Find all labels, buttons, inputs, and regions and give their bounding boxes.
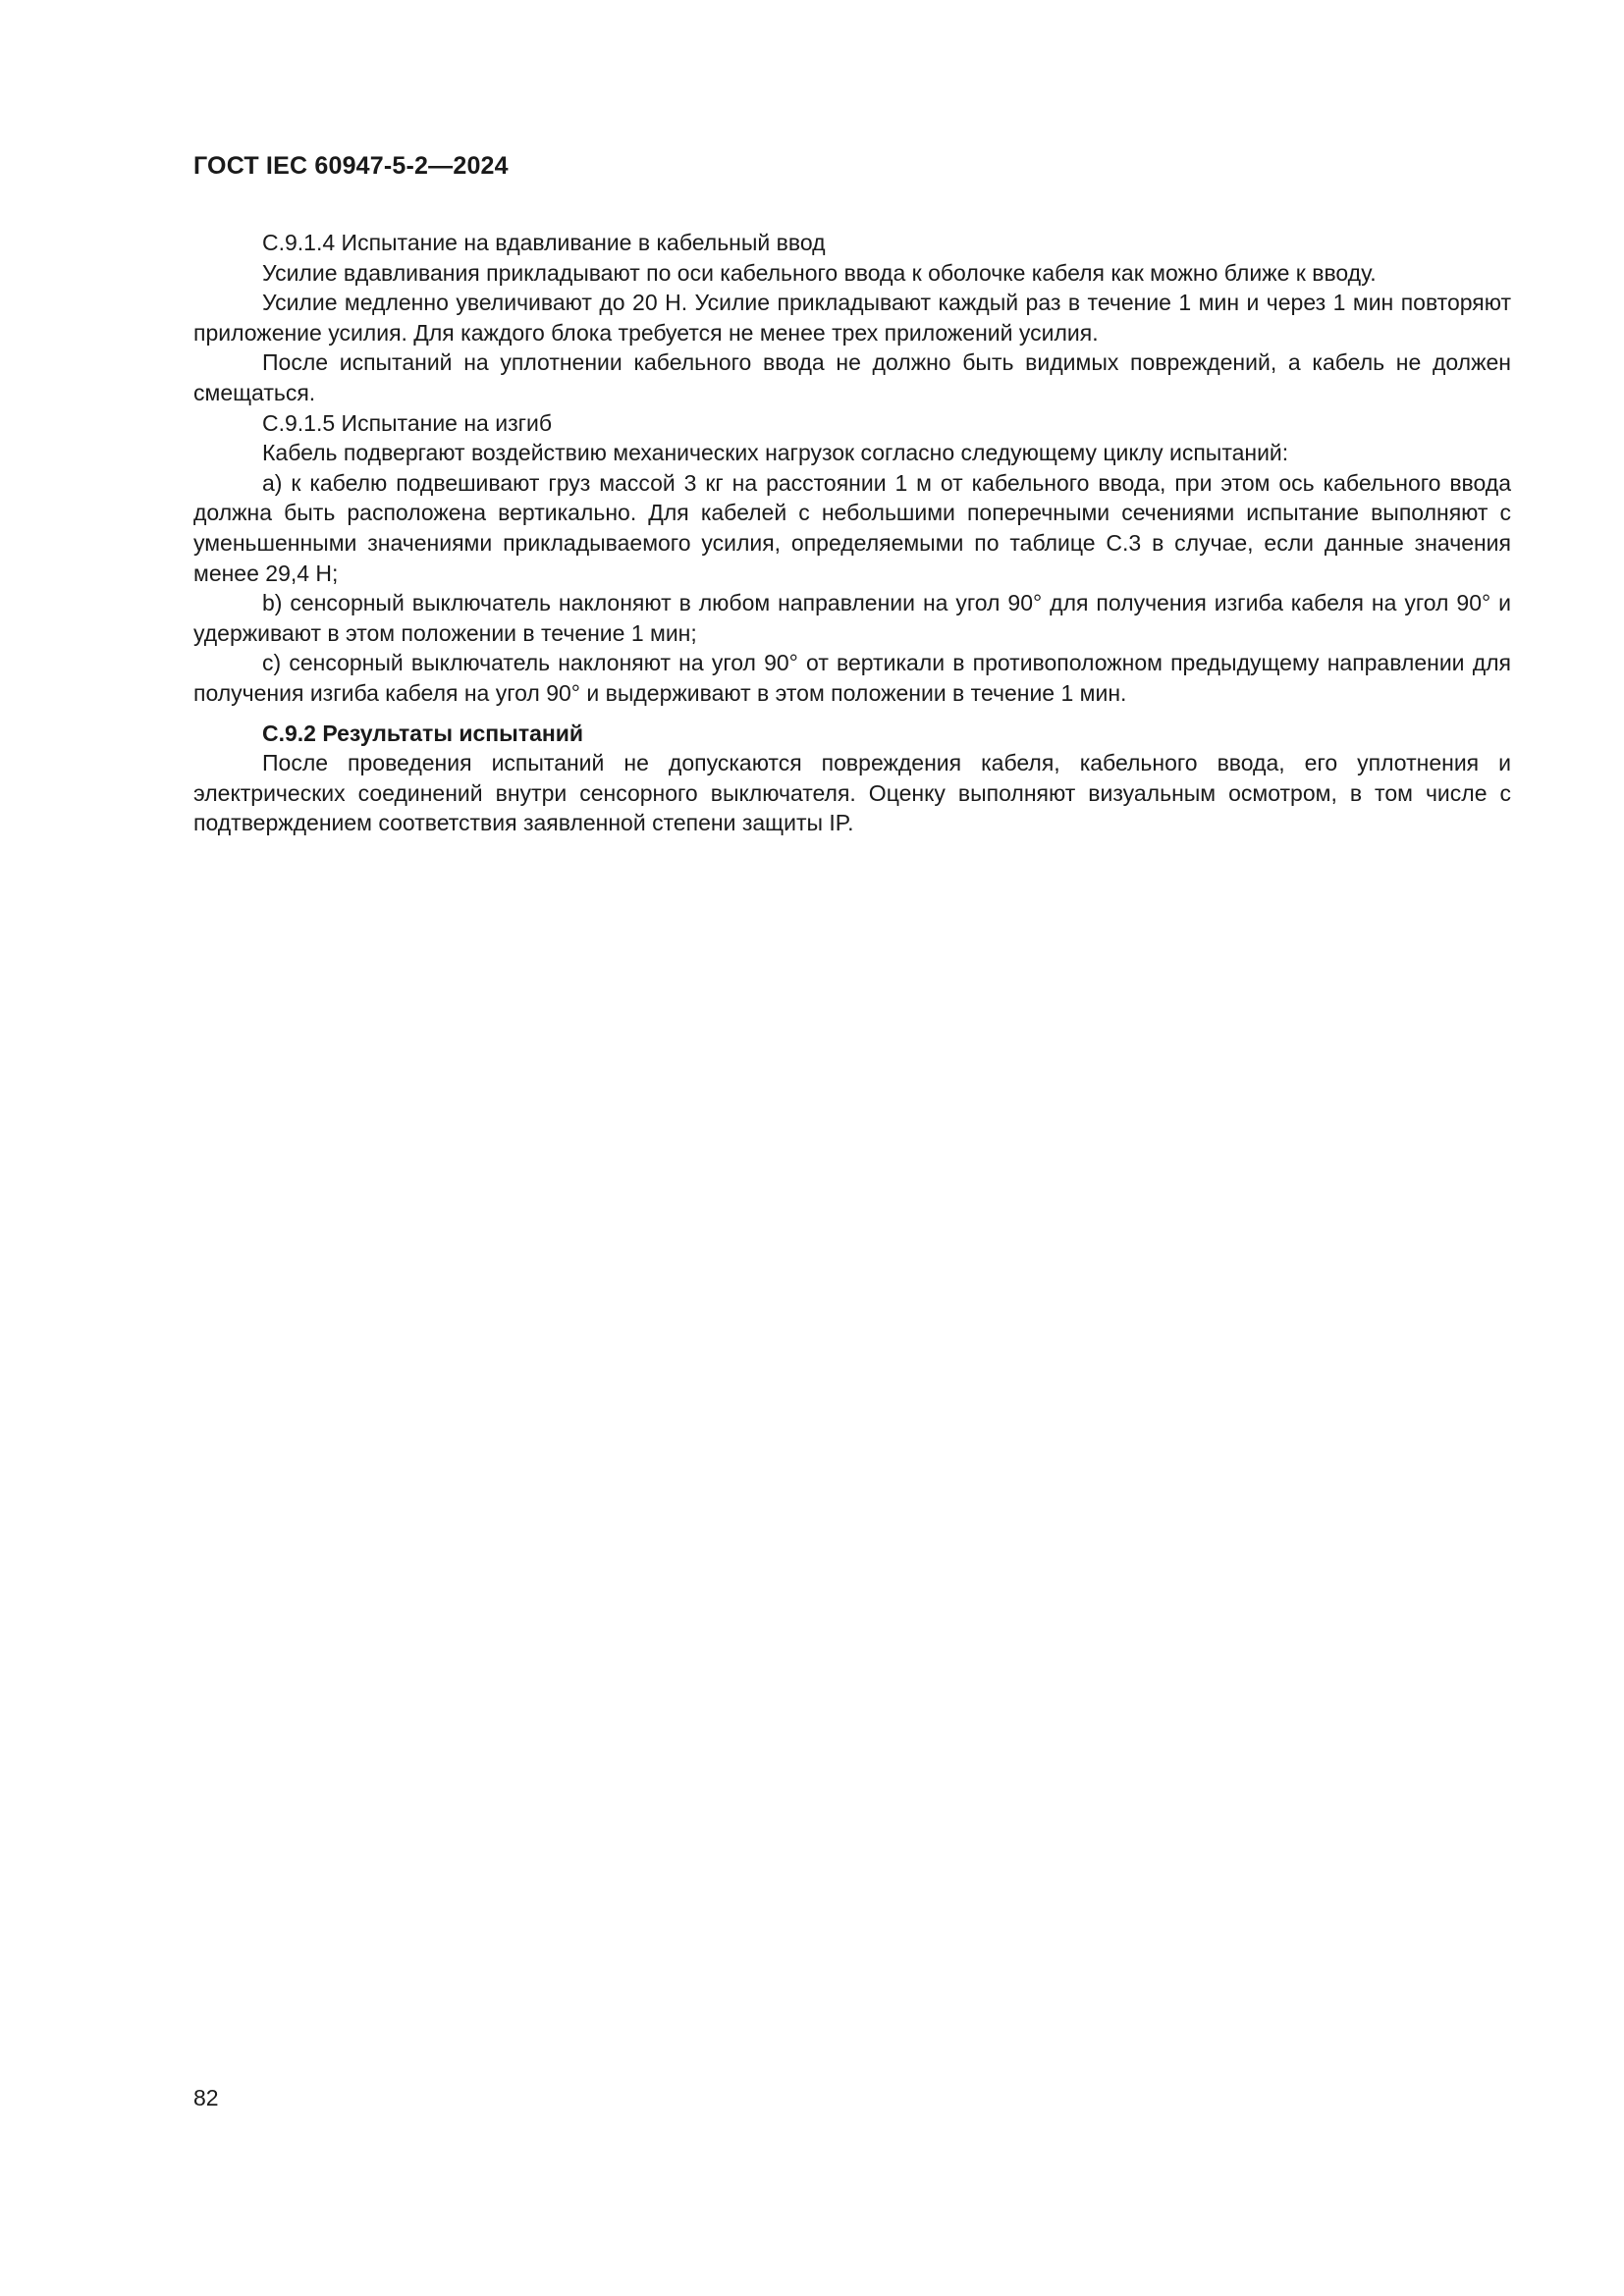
list-item-c: c) сенсорный выключатель наклоняют на угол 90° от вертикали в противоположном предыдущему направлении для получения изгиба кабеля на угол 90° и выдерживают в этом положении в течение 1 мин.	[193, 650, 1511, 706]
page-number: 82	[193, 2085, 219, 2110]
paragraph: Усилие медленно увеличивают до 20 Н. Усилие прикладывают каждый раз в течение 1 мин и через 1 мин повторяют приложение усилия. Для каждого блока требуется не менее трех приложений усилия.	[193, 290, 1511, 346]
list-item-b: b) сенсорный выключатель наклоняют в любом направлении на угол 90° для получения изгиба кабеля на угол 90° и удерживают в этом положении в течение 1 мин;	[193, 590, 1511, 646]
paragraph: Кабель подвергают воздействию механических нагрузок согласно следующему циклу испытаний:	[262, 440, 1289, 466]
paragraph: Усилие вдавливания прикладывают по оси кабельного ввода к оболочке кабеля как можно ближе к вводу.	[262, 259, 1377, 286]
paragraph: После испытаний на уплотнении кабельного ввода не должно быть видимых повреждений, а кабель не должен смещаться.	[193, 349, 1511, 405]
document-body	[193, 228, 1511, 838]
subsection-title-c914: С.9.1.4 Испытание на вдавливание в кабельный ввод	[262, 230, 826, 255]
document-code-header: ГОСТ IEC 60947-5-2—2024	[193, 152, 509, 180]
paragraph: После проведения испытаний не допускаются повреждения кабеля, кабельного ввода, его уплотнения и электрических соединений внутри сенсорного выключателя. Оценку выполняют визуальным осмотром, в том числе с подтверждением соответствия заявленной степени защиты IP.	[193, 750, 1511, 836]
section-heading-c92: С.9.2 Результаты испытаний	[262, 720, 584, 746]
list-item-a: a) к кабелю подвешивают груз массой 3 кг на расстоянии 1 м от кабельного ввода, при этом ось кабельного ввода должна быть расположена вертикально. Для кабелей с небольшими поперечными сечениями испытание выполняют с уменьшенными значениями прикладываемого усилия, определяемыми по таблице С.3 в случае, если данные значения менее 29,4 Н;	[193, 469, 1511, 586]
subsection-title-c915: С.9.1.5 Испытание на изгиб	[262, 409, 553, 436]
